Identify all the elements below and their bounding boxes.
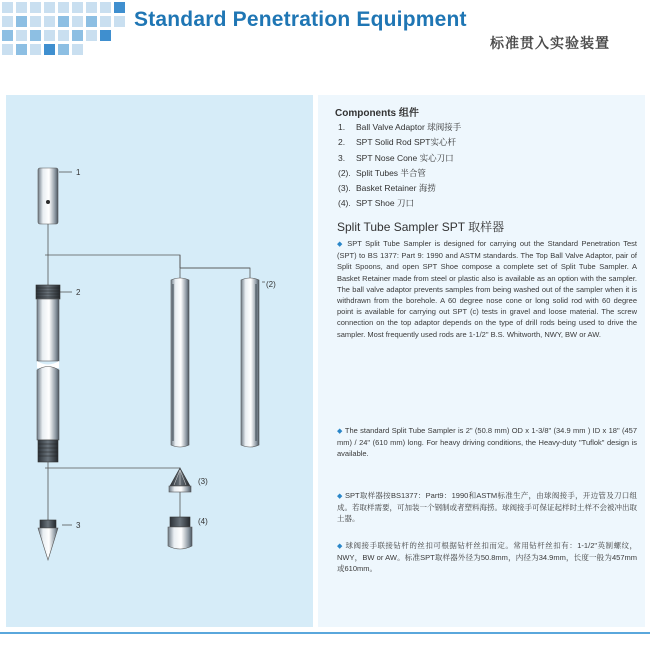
split-tubes-part: [171, 278, 259, 447]
ball-valve-adaptor-part: [38, 168, 58, 285]
bullet-icon: ◆: [337, 493, 343, 500]
basket-retainer-part: [169, 468, 191, 492]
label-1: 1: [76, 168, 81, 177]
spt-nose-cone-part: [38, 520, 58, 560]
bullet-icon: ◆: [337, 241, 344, 248]
section-heading: Split Tube Sampler SPT 取样器: [337, 220, 505, 234]
spt-solid-rod-part: [36, 285, 60, 520]
components-heading: Components 组件: [335, 108, 419, 119]
list-item: 3. SPT Nose Cone 实心刀口: [338, 152, 454, 163]
label-2: 2: [76, 288, 81, 297]
list-item: (2). Split Tubes 半合管: [338, 167, 426, 178]
list-item: (4). SPT Shoe 刀口: [338, 198, 414, 209]
label-basket-retainer: (3): [198, 477, 208, 486]
paragraph-english-2: ◆ The standard Split Tube Sampler is 2" (50.8 mm) OD x 1-3/8" (34.9 mm ) ID x 18" (457 mm) / 24" (610 mm) long. For heavy driving conditions, the Heavy-duty "Tuflok" design is available.: [337, 426, 637, 459]
bullet-icon: ◆: [337, 428, 343, 435]
spt-shoe-part: [168, 517, 192, 549]
label-spt-shoe: (4): [198, 517, 208, 526]
components-list: [338, 120, 461, 212]
page-title: Standard Penetration Equipment: [134, 8, 467, 31]
list-item: 2. SPT Solid Rod SPT实心杆: [338, 137, 456, 148]
list-item: (3). Basket Retainer 海捞: [338, 183, 436, 194]
label-split-tubes: (2): [266, 280, 276, 289]
bullet-icon: ◆: [337, 543, 343, 550]
label-3: 3: [76, 521, 81, 530]
page-subtitle: 标准贯入实验装置: [490, 35, 610, 51]
list-item: 1. Ball Valve Adaptor 球阀接手: [338, 122, 462, 132]
footer-divider: [0, 632, 650, 634]
paragraph-chinese-2: ◆ 球阀接手联接钻杆的丝扣可根据钻杆丝扣而定。常用钻杆丝扣有：1-1/2"英制螺纹，NWY，BW or AW。标准SPT取样器外径为50.8mm，内径为34.9mm，长度一般为457mm或610mm。: [337, 541, 637, 574]
paragraph-chinese-1: ◆ SPT取样器按BS1377：Part9：1990和ASTM标准生产，由球阀接手，开边管及刀口组成。若取样需要，可加装一个钢制或者塑料海捞。球阀接手可保证起样时土样不会被冲出取土器。: [337, 491, 637, 524]
paragraph-english-1: ◆ SPT Split Tube Sampler is designed for carrying out the Standard Penetration Test (SPT) to BS 1377: Part 9: 1990 and ASTM standards. The Top Ball Valve Adaptor, pair of Split Spoons, and open SPT Shoe compose a complete set of Split Tube Sampler. A Basket Retainer made from steel or plastic also is available as an option with the sampler. The ball valve adaptor prevents samples from being washed out of the sampler when it is withdrawn from the borehole. A 60 degree nose cone or long solid rod with 60 degree point is available for carrying out SPT (c) tests in gravel and loose material. The screw connection on the top adaptor depends on the type of drill rods being used to drive the sampler. Most frequently used rods are 1-1/2" B.S. Whitworth, NWY, BW or AW.: [337, 239, 637, 339]
